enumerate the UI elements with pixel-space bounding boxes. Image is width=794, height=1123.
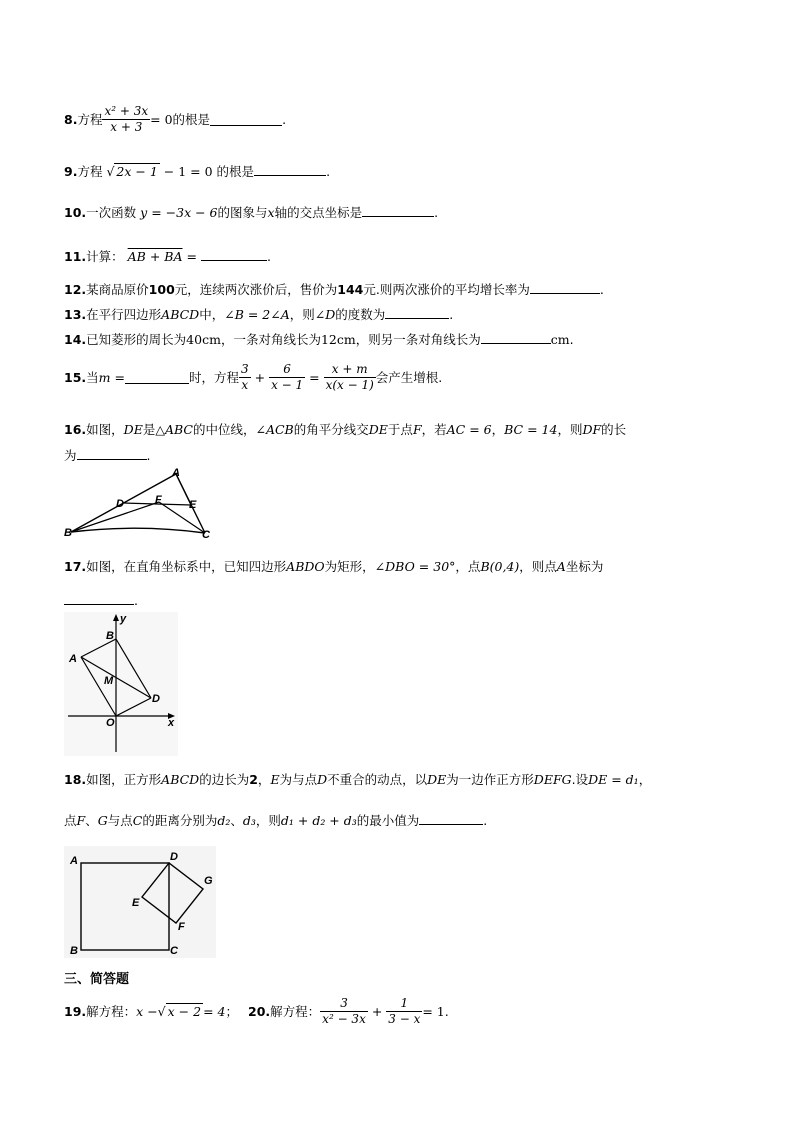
- question-number: 10.: [64, 205, 87, 220]
- label-b: B: [64, 527, 72, 539]
- answer-blank[interactable]: [481, 331, 551, 344]
- question-14: 14.已知菱形的周长为40cm，一条对角线长为12cm，则另一条对角线长为 cm.: [64, 332, 574, 347]
- question-number: 8.: [64, 111, 78, 127]
- answer-blank[interactable]: [64, 592, 134, 605]
- label-a: A: [172, 467, 180, 479]
- label-d: D: [116, 498, 124, 510]
- label-g: G: [204, 875, 213, 887]
- label-a: A: [70, 855, 78, 867]
- question-number: 14.: [64, 332, 87, 347]
- question-10: 10.一次函数 y = −3x − 6的图象与x轴的交点坐标是 .: [64, 205, 439, 220]
- question-number: 20.: [248, 1003, 271, 1019]
- figure-coordinate: [64, 612, 178, 756]
- answer-blank[interactable]: [77, 447, 147, 460]
- question-number: 18.: [64, 772, 87, 787]
- label-d: D: [152, 693, 160, 705]
- question-16: 16.如图，DE是△ABC的中位线，∠ACB的角平分线交DE于点F，若AC = 6，BC = 14，则DF的长 为 .: [64, 422, 627, 463]
- question-11: 11.计算： AB + BA = .: [64, 249, 271, 264]
- answer-blank[interactable]: [210, 113, 282, 126]
- question-number: 12.: [64, 282, 87, 297]
- label-f: F: [178, 921, 185, 933]
- answer-blank[interactable]: [254, 163, 326, 176]
- question-15: 15. 当 m = 时，方程 $\frac{3}{x}$ + $\frac{6}{x - 1}$ = $\frac{x + m}{x(x - 1)}$ 会产生增根.: [64, 361, 443, 392]
- answer-blank[interactable]: [201, 248, 267, 261]
- sqrt-expression: √ 2x − 1 − 1 = 0: [106, 164, 213, 179]
- answer-blank[interactable]: [125, 371, 189, 384]
- answer-blank[interactable]: [419, 812, 483, 825]
- answer-blank[interactable]: [530, 281, 600, 294]
- answer-blank[interactable]: [385, 306, 449, 319]
- question-9: 9.方程 √ 2x − 1 − 1 = 0 的根是 .: [64, 164, 331, 179]
- figure-squares: [64, 846, 216, 958]
- question-number: 13.: [64, 307, 87, 322]
- question-13: 13.在平行四边形ABCD中，∠B = 2∠A，则∠D的度数为 .: [64, 307, 454, 322]
- fraction: $\frac{\text{x² + 3x}}{x + 3}$: [104, 103, 149, 134]
- label-e: E: [189, 499, 197, 511]
- label-c: C: [202, 529, 210, 540]
- label-a: A: [69, 653, 77, 665]
- question-8: 8. 方程 $\frac{\text{x² + 3x}}{x + 3}$ = 0 的根是 .: [64, 103, 287, 134]
- label-b: B: [70, 945, 78, 957]
- label-y: y: [120, 613, 127, 625]
- answer-blank[interactable]: [362, 204, 434, 217]
- label-b: B: [106, 630, 114, 642]
- label-c: C: [170, 945, 178, 957]
- question-number: 9.: [64, 164, 78, 179]
- label-x: x: [168, 717, 175, 729]
- label-d: D: [170, 851, 178, 863]
- question-12: 12.某商品原价100元，连续两次涨价后，售价为144元.则两次涨价的平均增长率为 .: [64, 282, 604, 297]
- label-m: M: [104, 675, 114, 687]
- question-number: 15.: [64, 369, 87, 385]
- questions-19-20: 19. 解方程： x − √ x − 2 = 4 ； 20. 解方程： $\frac{3}{\text{x² − 3x}}$ + $\frac{1}{3 - x}$ = 1.: [64, 995, 449, 1026]
- question-number: 16.: [64, 422, 87, 437]
- label-o: O: [106, 717, 115, 729]
- vector-expression: AB + BA: [127, 249, 183, 264]
- label-f: F: [155, 494, 162, 506]
- question-number: 19.: [64, 1003, 87, 1019]
- question-17: 17.如图，在直角坐标系中，已知四边形ABDO为矩形，∠DBO = 30°，点B(0,4)，则点A坐标为: [64, 559, 604, 574]
- label-e: E: [132, 897, 140, 909]
- question-18: 18.如图，正方形ABCD的边长为2，E为与点D不重合的动点，以DE为一边作正方形DEFG.设DE = d₁，: [64, 772, 652, 787]
- section-heading: 三、简答题: [64, 972, 130, 987]
- question-number: 11.: [64, 249, 87, 264]
- figure-triangle: [64, 462, 214, 540]
- question-number: 17.: [64, 559, 87, 574]
